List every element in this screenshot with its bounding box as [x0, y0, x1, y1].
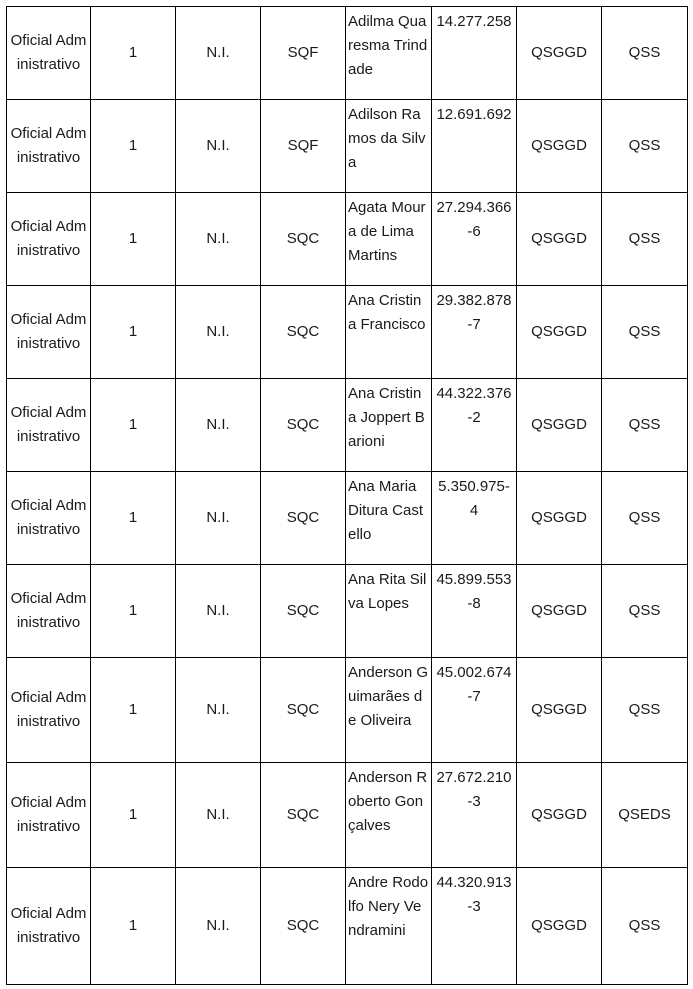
cell-quantidade: 1 — [91, 193, 176, 286]
cell-orgao: QSGGD — [517, 7, 602, 100]
cell-ni: N.I. — [176, 763, 261, 868]
cell-cargo: Oficial Administrativo — [7, 763, 91, 868]
table-row — [7, 379, 688, 472]
cell-ni: N.I. — [176, 472, 261, 565]
cell-quantidade: 1 — [91, 868, 176, 985]
servidores-table — [6, 6, 688, 985]
cell-quadro: SQC — [261, 565, 346, 658]
cell-rg: 27.294.366-6 — [432, 193, 517, 286]
cell-rg: 44.322.376-2 — [432, 379, 517, 472]
cell-ni: N.I. — [176, 100, 261, 193]
cell-destino: QSS — [602, 7, 688, 100]
cell-destino: QSS — [602, 658, 688, 763]
cell-quantidade: 1 — [91, 472, 176, 565]
cell-quadro: SQC — [261, 658, 346, 763]
cell-cargo: Oficial Administrativo — [7, 286, 91, 379]
cell-destino: QSS — [602, 286, 688, 379]
cell-nome: Ana Rita Silva Lopes — [346, 565, 432, 658]
cell-nome: Adilma Quaresma Trindade — [346, 7, 432, 100]
cell-nome: Anderson Guimarães de Oliveira — [346, 658, 432, 763]
cell-rg: 45.899.553-8 — [432, 565, 517, 658]
cell-rg: 14.277.258 — [432, 7, 517, 100]
cell-ni: N.I. — [176, 565, 261, 658]
cell-rg: 12.691.692 — [432, 100, 517, 193]
cell-destino: QSEDS — [602, 763, 688, 868]
cell-quadro: SQC — [261, 868, 346, 985]
cell-quadro: SQC — [261, 472, 346, 565]
cell-orgao: QSGGD — [517, 379, 602, 472]
cell-quadro: SQF — [261, 7, 346, 100]
cell-destino: QSS — [602, 379, 688, 472]
cell-cargo: Oficial Administrativo — [7, 193, 91, 286]
cell-quadro: SQC — [261, 763, 346, 868]
table-row — [7, 286, 688, 379]
cell-cargo: Oficial Administrativo — [7, 472, 91, 565]
cell-destino: QSS — [602, 193, 688, 286]
cell-ni: N.I. — [176, 658, 261, 763]
cell-nome: Andre Rodolfo Nery Vendramini — [346, 868, 432, 985]
table-row — [7, 472, 688, 565]
cell-orgao: QSGGD — [517, 868, 602, 985]
cell-quantidade: 1 — [91, 100, 176, 193]
cell-ni: N.I. — [176, 193, 261, 286]
cell-rg: 27.672.210-3 — [432, 763, 517, 868]
cell-orgao: QSGGD — [517, 472, 602, 565]
cell-quantidade: 1 — [91, 658, 176, 763]
cell-nome: Adilson Ramos da Silva — [346, 100, 432, 193]
cell-nome: Ana Cristina Joppert Barioni — [346, 379, 432, 472]
cell-quadro: SQC — [261, 193, 346, 286]
cell-rg: 29.382.878-7 — [432, 286, 517, 379]
cell-ni: N.I. — [176, 868, 261, 985]
cell-quadro: SQC — [261, 379, 346, 472]
table-row — [7, 565, 688, 658]
table-row — [7, 193, 688, 286]
cell-nome: Anderson Roberto Gonçalves — [346, 763, 432, 868]
cell-destino: QSS — [602, 472, 688, 565]
cell-orgao: QSGGD — [517, 763, 602, 868]
table-body — [7, 7, 688, 985]
cell-nome: Ana Cristina Francisco — [346, 286, 432, 379]
cell-ni: N.I. — [176, 379, 261, 472]
cell-orgao: QSGGD — [517, 658, 602, 763]
cell-quadro: SQF — [261, 100, 346, 193]
cell-cargo: Oficial Administrativo — [7, 658, 91, 763]
cell-orgao: QSGGD — [517, 286, 602, 379]
cell-quantidade: 1 — [91, 7, 176, 100]
cell-cargo: Oficial Administrativo — [7, 379, 91, 472]
table-row — [7, 100, 688, 193]
cell-rg: 44.320.913-3 — [432, 868, 517, 985]
cell-quantidade: 1 — [91, 379, 176, 472]
table-row — [7, 868, 688, 985]
cell-quadro: SQC — [261, 286, 346, 379]
cell-cargo: Oficial Administrativo — [7, 7, 91, 100]
cell-orgao: QSGGD — [517, 565, 602, 658]
cell-quantidade: 1 — [91, 286, 176, 379]
cell-orgao: QSGGD — [517, 100, 602, 193]
cell-destino: QSS — [602, 100, 688, 193]
cell-cargo: Oficial Administrativo — [7, 868, 91, 985]
cell-nome: Agata Moura de Lima Martins — [346, 193, 432, 286]
table-row — [7, 7, 688, 100]
cell-destino: QSS — [602, 565, 688, 658]
cell-rg: 5.350.975-4 — [432, 472, 517, 565]
cell-nome: Ana Maria Ditura Castello — [346, 472, 432, 565]
table-row — [7, 763, 688, 868]
cell-ni: N.I. — [176, 7, 261, 100]
cell-quantidade: 1 — [91, 565, 176, 658]
cell-destino: QSS — [602, 868, 688, 985]
cell-cargo: Oficial Administrativo — [7, 100, 91, 193]
cell-quantidade: 1 — [91, 763, 176, 868]
cell-rg: 45.002.674-7 — [432, 658, 517, 763]
table-row — [7, 658, 688, 763]
cell-cargo: Oficial Administrativo — [7, 565, 91, 658]
cell-ni: N.I. — [176, 286, 261, 379]
cell-orgao: QSGGD — [517, 193, 602, 286]
